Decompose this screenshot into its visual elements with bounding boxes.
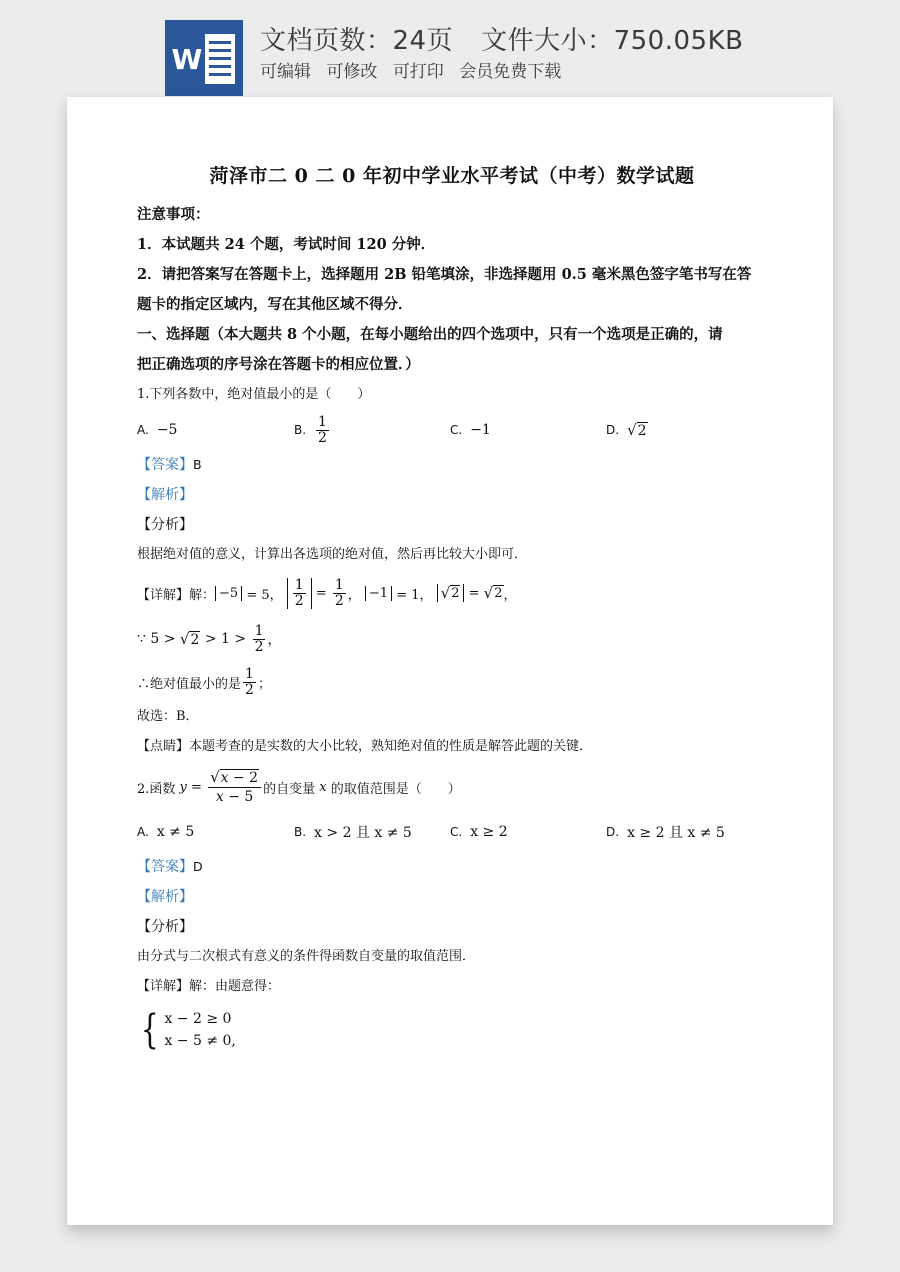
q2-inequality-2: x − 5 ≠ 0, bbox=[164, 1033, 236, 1049]
notice-item-2a: 2．请把答案写在答题卡上，选择题用 2B 铅笔填涂，非选择题用 0.5 毫米黑色签字笔书写在答 bbox=[137, 266, 752, 283]
q2-answer: 【答案】D bbox=[137, 859, 203, 875]
q1-analysis-tag: 【解析】 bbox=[137, 487, 193, 503]
notice-item-2b: 题卡的指定区域内，写在其他区域不得分． bbox=[137, 296, 413, 313]
notice-item-1: 1．本试题共 24 个题，考试时间 120 分钟． bbox=[137, 236, 436, 253]
feature-modifiable: 可修改 bbox=[326, 62, 378, 82]
feature-printable: 可打印 bbox=[392, 62, 444, 82]
q1-fenxi: 根据绝对值的意义，计算出各选项的绝对值，然后再比较大小即可． bbox=[137, 547, 528, 562]
q2-detail: 【详解】解：由题意得： bbox=[137, 979, 281, 994]
q2-fenxi-tag: 【分析】 bbox=[137, 919, 193, 935]
document-content bbox=[137, 157, 767, 1052]
q1-choose: 故选：B． bbox=[137, 709, 199, 724]
q2-inequality-1: x − 2 ≥ 0 bbox=[164, 1011, 232, 1027]
document-header bbox=[0, 0, 900, 100]
question-1-options bbox=[137, 410, 767, 450]
page-count: 文档页数：24页 bbox=[260, 26, 454, 56]
q1-fenxi-tag: 【分析】 bbox=[137, 517, 193, 533]
q1-option-d: D. √ 2 bbox=[606, 421, 647, 439]
brace-icon: { bbox=[140, 1007, 159, 1053]
q2-option-b: B. x > 2 且 x ≠ 5 bbox=[294, 825, 412, 841]
exam-title: 菏泽市二 0 二 0 年初中学业水平考试（中考）数学试题 bbox=[209, 165, 695, 187]
notice-heading: 注意事项： bbox=[137, 206, 210, 223]
q1-option-b: B. $\frac{1}{2}$ bbox=[294, 413, 327, 446]
section-heading-b: 把正确选项的序号涂在答题卡的相应位置．） bbox=[137, 356, 420, 373]
feature-list bbox=[260, 57, 571, 82]
document-page bbox=[67, 97, 833, 1225]
feature-member-download: 会员免费下载 bbox=[459, 62, 562, 82]
q2-analysis-tag: 【解析】 bbox=[137, 889, 193, 905]
q1-answer: 【答案】B bbox=[137, 457, 202, 473]
question-2-options bbox=[137, 812, 767, 852]
q1-because: ∵ 5 > √ 2 > 1 > $\frac{1}{2}$ ， bbox=[137, 622, 282, 655]
q1-detail: 【详解】解： −5 = 5， $\frac{1}{2}$ = $\frac{1}{2}$ ， −1 = 1， √ 2 = √ 2 ， bbox=[137, 576, 517, 609]
q1-comment: 【点睛】本题考查的是实数的大小比较，熟知绝对值的性质是解答此题的关键． bbox=[137, 739, 593, 754]
svg-text:W: W bbox=[171, 43, 203, 76]
section-heading-a: 一、选择题（本大题共 8 个小题，在每小题给出的四个选项中，只有一个选项是正确的，请 bbox=[137, 326, 723, 343]
feature-editable: 可编辑 bbox=[260, 62, 311, 82]
q2-fenxi: 由分式与二次根式有意义的条件得函数自变量的取值范围． bbox=[137, 949, 476, 964]
question-1-stem: 1.下列各数中，绝对值最小的是（ ） bbox=[137, 387, 371, 402]
q2-option-a: A. x ≠ 5 bbox=[137, 824, 195, 840]
file-size: 文件大小：750.05KB bbox=[481, 26, 744, 56]
q2-option-d: D. x ≥ 2 且 x ≠ 5 bbox=[606, 825, 725, 841]
q2-option-c: C. x ≥ 2 bbox=[450, 824, 508, 840]
file-info-title bbox=[260, 20, 743, 57]
q1-option-a: A. −5 bbox=[137, 422, 178, 438]
word-document-icon bbox=[165, 20, 243, 96]
q2-inequality-system bbox=[137, 1008, 767, 1052]
q1-therefore: ∴绝对值最小的是 $\frac{1}{2}$ ； bbox=[137, 665, 271, 698]
question-2-stem: 2.函数 y = √ x − 2 x − 5 的自变量 x 的取值范围是（ ） bbox=[137, 768, 461, 805]
q1-option-c: C. −1 bbox=[450, 422, 491, 438]
